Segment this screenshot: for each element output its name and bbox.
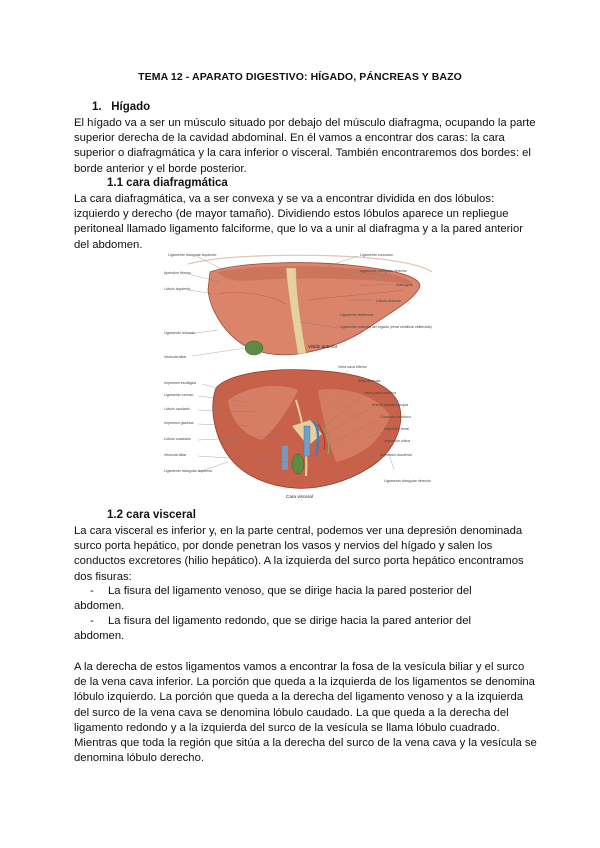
paragraph-line: ligamento redondo y a la izquierda del surco de la vesícula se llama lóbulo cuadrado. <box>74 721 500 734</box>
bullet-line: abdomen. <box>74 600 125 613</box>
gallbladder-shape <box>245 341 263 355</box>
label-top-right-5: Ligamento redondo del hígado (vena umbilical obliterada) <box>340 325 432 329</box>
paragraph-line: surco porta hepático, por donde penetran los vasos y nervios del hígado y salen los <box>74 540 493 553</box>
label-bottom-left-0: Impresión esofágica <box>164 381 197 385</box>
label-bottom-right-8: Ligamento triangular derecho <box>384 479 431 483</box>
label-bottom-right-0: Vena cava inferior <box>338 365 367 369</box>
section-1-2-closing-paragraph <box>74 660 542 766</box>
paragraph-line: El hígado va a ser un músculo situado por debajo del músculo diafragma, ocupando la parte <box>74 117 536 129</box>
bullet-item-venous <box>74 584 472 614</box>
paragraph-line: de la vena cava inferior. La porción que queda a la izquierda de los ligamentos se denomina <box>74 676 535 689</box>
paragraph-line: izquierdo y derecho (de mayor tamaño). Dividiendo estos lóbulos aparece un repliegue <box>74 208 509 221</box>
section-1-2-paragraph <box>74 524 542 585</box>
label-bottom-left-6: Ligamento triangular izquierdo <box>164 469 213 473</box>
label-bottom-right-1: Área desnuda <box>358 379 381 383</box>
liver-anatomy-figure <box>158 250 442 502</box>
label-bottom-left-1: Ligamento venoso <box>164 393 194 397</box>
label-top-right-0: Ligamento coronario <box>360 253 393 257</box>
label-top-left-4: Vesícula biliar <box>164 355 187 359</box>
portal-vein-shape <box>304 426 310 456</box>
label-top-right-4: Ligamento falciforme <box>340 313 374 317</box>
label-bottom-right-5: Impresión renal <box>384 427 409 431</box>
section-1-title: Hígado <box>111 101 151 113</box>
label-bottom-right-3: Arteria hepática propia <box>372 403 409 407</box>
label-top-left-0: Ligamento triangular izquierdo <box>168 253 217 257</box>
paragraph-line: La cara visceral es inferior y, en la parte central, podemos ver una depresión denominada <box>74 525 523 537</box>
caption-visceral-view: Cara visceral <box>286 494 313 499</box>
label-bottom-right-7: Impresión duodenal <box>380 453 412 457</box>
section-1-1-heading: 1.1 cara diafragmática <box>107 177 228 189</box>
label-top-left-1: Apéndice fibroso <box>164 271 191 275</box>
section-1-1-paragraph <box>74 192 542 253</box>
label-top-left-2: Lóbulo izquierdo <box>164 287 191 291</box>
paragraph-line: superior derecha de la cavidad abdominal. En él vamos a encontrar dos caras: la cara <box>74 132 505 145</box>
label-top-right-3: Lóbulo derecho <box>376 299 401 303</box>
paragraph-line: La cara diafragmática, va a ser convexa y se va a encontrar dividida en dos lóbulos: <box>74 193 495 205</box>
paragraph-line: Mientras que toda la región que sitúa a la derecha del surco de la vena cava y la vesícula se <box>74 737 537 750</box>
paragraph-line: superior o diafragmática y la cara inferior o visceral. También encontraremos dos bordes: el <box>74 147 531 160</box>
bullet-line: abdomen. <box>74 630 125 643</box>
caption-anterior-view: Visión anterior <box>308 344 338 349</box>
paragraph-line: denomina lóbulo derecho. <box>74 752 205 765</box>
bullet-dash: - <box>90 585 94 597</box>
label-bottom-right-6: Impresión cólica <box>384 439 410 443</box>
paragraph-line: lóbulo izquierdo. La porción que queda a la derecha del ligamento venoso y a la izquierda <box>74 691 524 704</box>
paragraph-line: A la derecha de estos ligamentos vamos a encontrar la fosa de la vesícula biliar y el surco <box>74 661 525 673</box>
bullet-item-round <box>74 614 471 644</box>
label-bottom-left-4: Lóbulo cuadrado <box>164 437 191 441</box>
label-top-right-2: Diafragma <box>396 283 413 287</box>
label-bottom-right-2: Vena porta hepática <box>364 391 396 395</box>
bullet-line: La fisura del ligamento venoso, que se dirige hacia la pared posterior del <box>108 585 472 597</box>
label-top-right-1: Ligamento triangular derecho <box>360 269 407 273</box>
bullet-dash: - <box>90 615 94 627</box>
paragraph-line: borde anterior y el borde posterior. <box>74 162 247 175</box>
paragraph-line: del abdomen. <box>74 238 143 251</box>
section-1-paragraph <box>74 116 542 177</box>
section-1-2-heading: 1.2 cara visceral <box>107 509 196 521</box>
bullet-line: La fisura del ligamento redondo, que se dirige hacia la pared anterior del <box>108 615 471 627</box>
paragraph-line: conductos excretores (hilio hepático). A la izquierda del surco porta hepático encontramos <box>74 555 524 568</box>
section-1-heading <box>92 101 150 113</box>
label-bottom-left-3: Impresión gástrica <box>164 421 194 425</box>
paragraph-line: dos fisuras: <box>74 570 132 583</box>
paragraph-line: peritoneal llamado ligamento falciforme, que lo va a unir al diafragma y a la pared anterior <box>74 223 523 236</box>
label-bottom-right-4: Conducto colédoco <box>380 415 411 419</box>
section-1-number: 1. <box>92 101 102 113</box>
label-bottom-left-5: Vesícula biliar <box>164 453 187 457</box>
label-bottom-left-2: Lóbulo caudado <box>164 407 190 411</box>
label-top-left-3: Ligamento redondo <box>164 331 195 335</box>
visceral-gallbladder-shape <box>292 454 304 474</box>
paragraph-line: del surco de la vena cava se denomina lóbulo caudado. La que queda a la derecha del <box>74 706 509 719</box>
document-title: TEMA 12 - APARATO DIGESTIVO: HÍGADO, PÁNCREAS Y BAZO <box>138 71 462 83</box>
